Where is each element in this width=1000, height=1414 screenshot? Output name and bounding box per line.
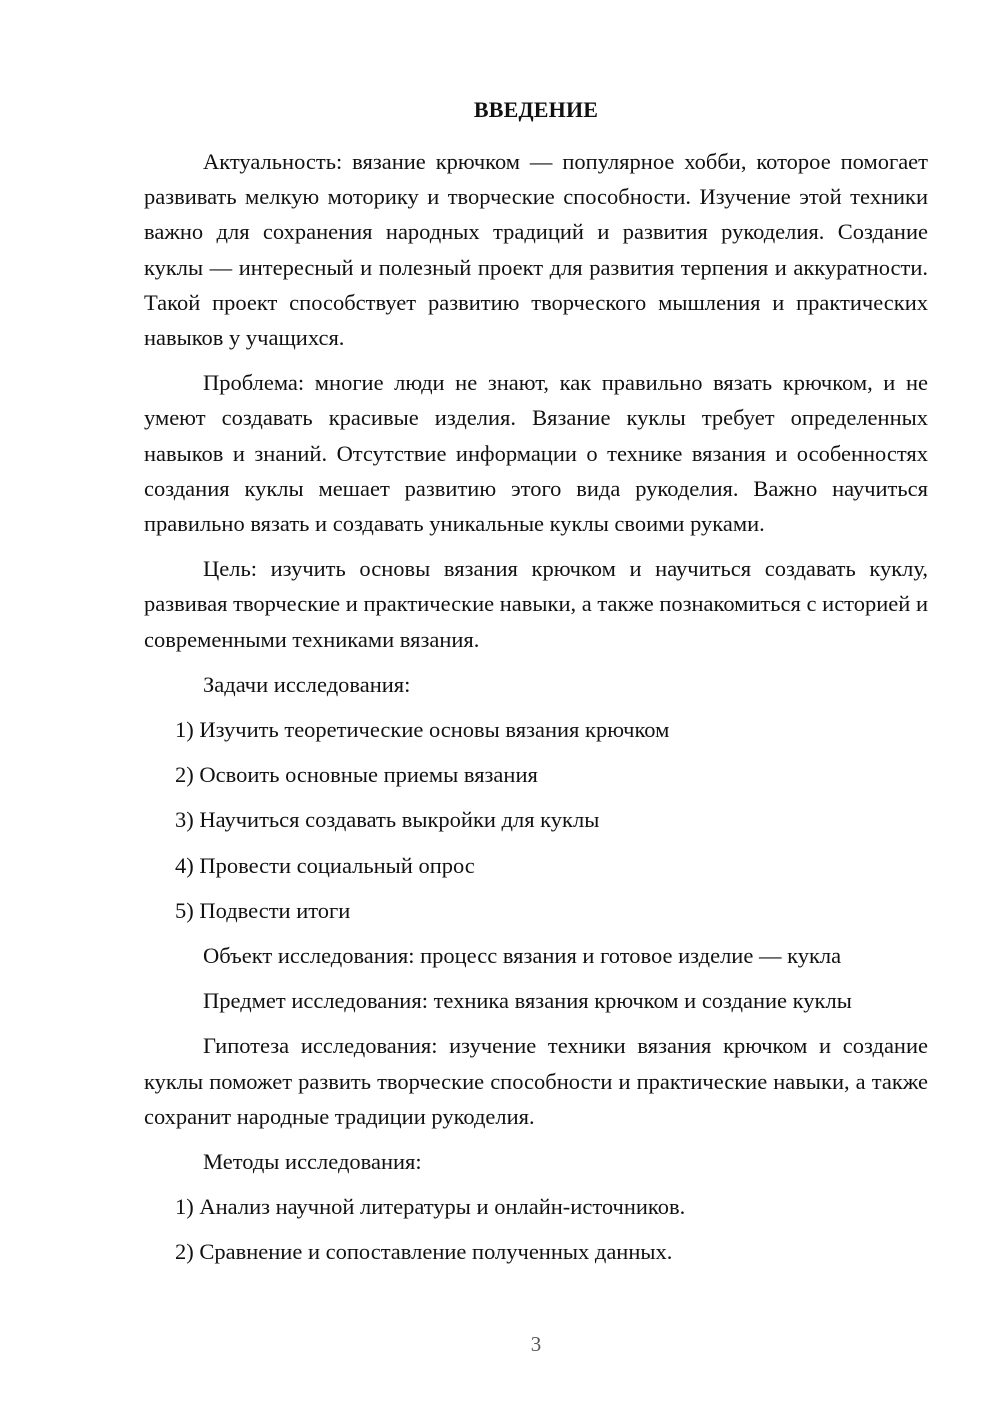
method-item: 2) Сравнение и сопоставление полученных данных. [175,1239,673,1265]
hypothesis-paragraph: Гипотеза исследования: изучение техники вязания крючком и создание куклы поможет развить творческие способности и практические навыки, а также сохранит народные традиции рукоделия. [144,1033,928,1129]
task-item: 5) Подвести итоги [175,897,351,923]
tasks-list [144,712,928,928]
research-object: Объект исследования: процесс вязания и готовое изделие — кукла [203,943,842,969]
goal-paragraph: Цель: изучить основы вязания крючком и научиться создавать куклу, развивая творческие и практические навыки, а также познакомиться с историей и современными техниками вязания. [144,556,928,652]
problem-paragraph: Проблема: многие люди не знают, как правильно вязать крючком, и не умеют создавать красивые изделия. Вязание куклы требует определенных навыков и знаний. Отсутствие информации о технике вязания и особенностях создания куклы мешает развитию этого вида рукоделия. Важно научиться правильно вязать и создавать уникальные куклы своими руками. [144,370,928,537]
page-number-text: 3 [530,1332,542,1356]
methods-title: Методы исследования: [203,1149,422,1175]
methods-list [144,1189,928,1269]
section-heading: ВВЕДЕНИЕ [473,97,599,122]
relevance-paragraph: Актуальность: вязание крючком — популярное хобби, которое помогает развивать мелкую моторику и творческие способности. Изучение этой техники важно для сохранения народных традиций и развития рукоделия. Создание куклы — интересный и полезный проект для развития терпения и аккуратности. Такой проект способствует развитию творческого мышления и практических навыков у учащихся. [144,149,928,351]
task-item: 3) Научиться создавать выкройки для куклы [175,807,600,833]
research-subject: Предмет исследования: техника вязания крючком и создание куклы [203,988,852,1014]
page-body [144,92,928,1280]
task-item: 2) Освоить основные приемы вязания [175,762,538,788]
task-item: 4) Провести социальный опрос [175,852,475,878]
task-item: 1) Изучить теоретические основы вязания крючком [175,717,670,743]
method-item: 1) Анализ научной литературы и онлайн-источников. [175,1194,686,1220]
page-number [0,1332,1000,1357]
tasks-title: Задачи исследования: [203,671,411,697]
